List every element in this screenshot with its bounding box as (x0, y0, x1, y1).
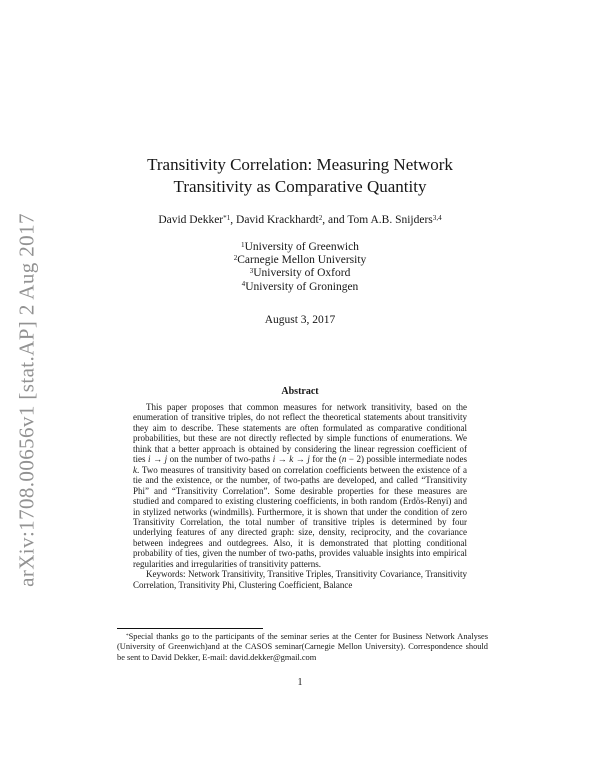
affiliation-list (0, 241, 600, 294)
author-affiliation-mark: *1 (223, 213, 231, 222)
abstract-math-segment: j (164, 454, 168, 465)
affiliation-marker: 3 (249, 267, 254, 276)
footnote-body: Special thanks go to the participants of the seminar series at the Center for Business Network Analyses (University of Greenwich)and at the CASOS seminar(Carnegie Mellon University). Correspondence should be sent to David Dekker, E-mail: david.dekker@gmail.com (117, 632, 488, 662)
abstract-math-segment: n (341, 454, 347, 465)
author-name: Tom A.B. Snijders (347, 214, 433, 226)
affiliation-marker: 1 (241, 240, 245, 249)
abstract-segment: . Two measures of transitivity based on correlation coefficients between the existence of a tie and the existence, or the number, of two-paths are developed, and called “Transitivity Phi” and “Transitivity Correlation”. Some desirable properties for these measures are studied and compared to existing clustering coefficients, in both random (Erdös-Renyi) and in stylized networks (windmills). Furthermore, it is shown that under the condition of zero Transitivity Correlation, the total number of transitive triples is determined by four underlying features of any directed graph: size, density, reciprocity, and the covariance between indegrees and outdegrees. Also, it is demonstrated that plotting conditional probability of ties, given the number of two-paths, provides valuable insights into empirical regularities and irregularities of transitivity patterns. (133, 464, 467, 569)
abstract-math-segment: j (307, 454, 310, 465)
abstract-segment: → (293, 454, 308, 465)
abstract-segment: on the number of two-paths (167, 454, 273, 465)
abstract-segment: − 2) possible intermediate nodes (346, 454, 468, 465)
abstract-heading: Abstract (281, 386, 319, 397)
footnote-rule (117, 628, 263, 629)
affiliation-item (0, 267, 600, 280)
affiliation-name: University of Groningen (245, 280, 359, 293)
page-number: 1 (297, 677, 303, 688)
author-name: David Dekker (158, 214, 224, 226)
paper-title-line-2: Transitivity as Comparative Quantity (173, 177, 427, 196)
abstract-paragraph (133, 402, 467, 569)
author-name: David Krackhardt (236, 214, 319, 226)
footnote-marker: * (126, 632, 129, 639)
abstract-segment: → (275, 454, 290, 465)
paper-title (0, 154, 600, 198)
abstract-math-segment: i (148, 454, 151, 465)
abstract-block (133, 402, 467, 590)
author-affiliation-mark: 3,4 (432, 213, 442, 222)
footnote-text (117, 632, 488, 663)
affiliation-name: University of Greenwich (244, 241, 359, 253)
abstract-segment: for the ( (309, 454, 342, 465)
keywords-line: Keywords: Network Transitivity, Transitive Triples, Transitivity Covariance, Transitivity Correlation, Transitivity Phi, Clustering Coefficient, Balance (133, 569, 467, 590)
author-separator: , (230, 214, 237, 226)
abstract-math-segment: k (289, 454, 294, 465)
affiliation-item (0, 241, 600, 254)
affiliation-item (0, 281, 600, 294)
affiliation-item (0, 254, 600, 267)
paper-date: August 3, 2017 (264, 314, 336, 326)
author-affiliation-mark: 2 (318, 213, 323, 222)
abstract-segment: This paper proposes that common measures for network transitivity, based on the enumeration of transitive triples, do not reflect the theoretical statements about transitivity they aim to describe. These statements are often formulated as comparative conditional probabilities, but these are not directly reflected by simple functions of enumerations. We think that a better approach is obtained by considering the linear regression coefficient of ties (133, 402, 467, 465)
author-line (0, 214, 600, 226)
footnote-block (117, 628, 488, 663)
abstract-math-segment: k (133, 464, 137, 475)
abstract-math-segment: i (272, 454, 276, 465)
affiliation-marker: 4 (241, 280, 246, 289)
author-separator: , and (322, 214, 348, 226)
abstract-segment: → (150, 454, 165, 465)
paper-title-line-1: Transitivity Correlation: Measuring Network (147, 155, 453, 174)
affiliation-name: Carnegie Mellon University (237, 254, 367, 267)
affiliation-name: University of Oxford (253, 267, 351, 280)
affiliation-marker: 2 (233, 254, 238, 262)
arxiv-watermark: arXiv:1708.00656v1 [stat.AP] 2 Aug 2017 (14, 213, 39, 587)
